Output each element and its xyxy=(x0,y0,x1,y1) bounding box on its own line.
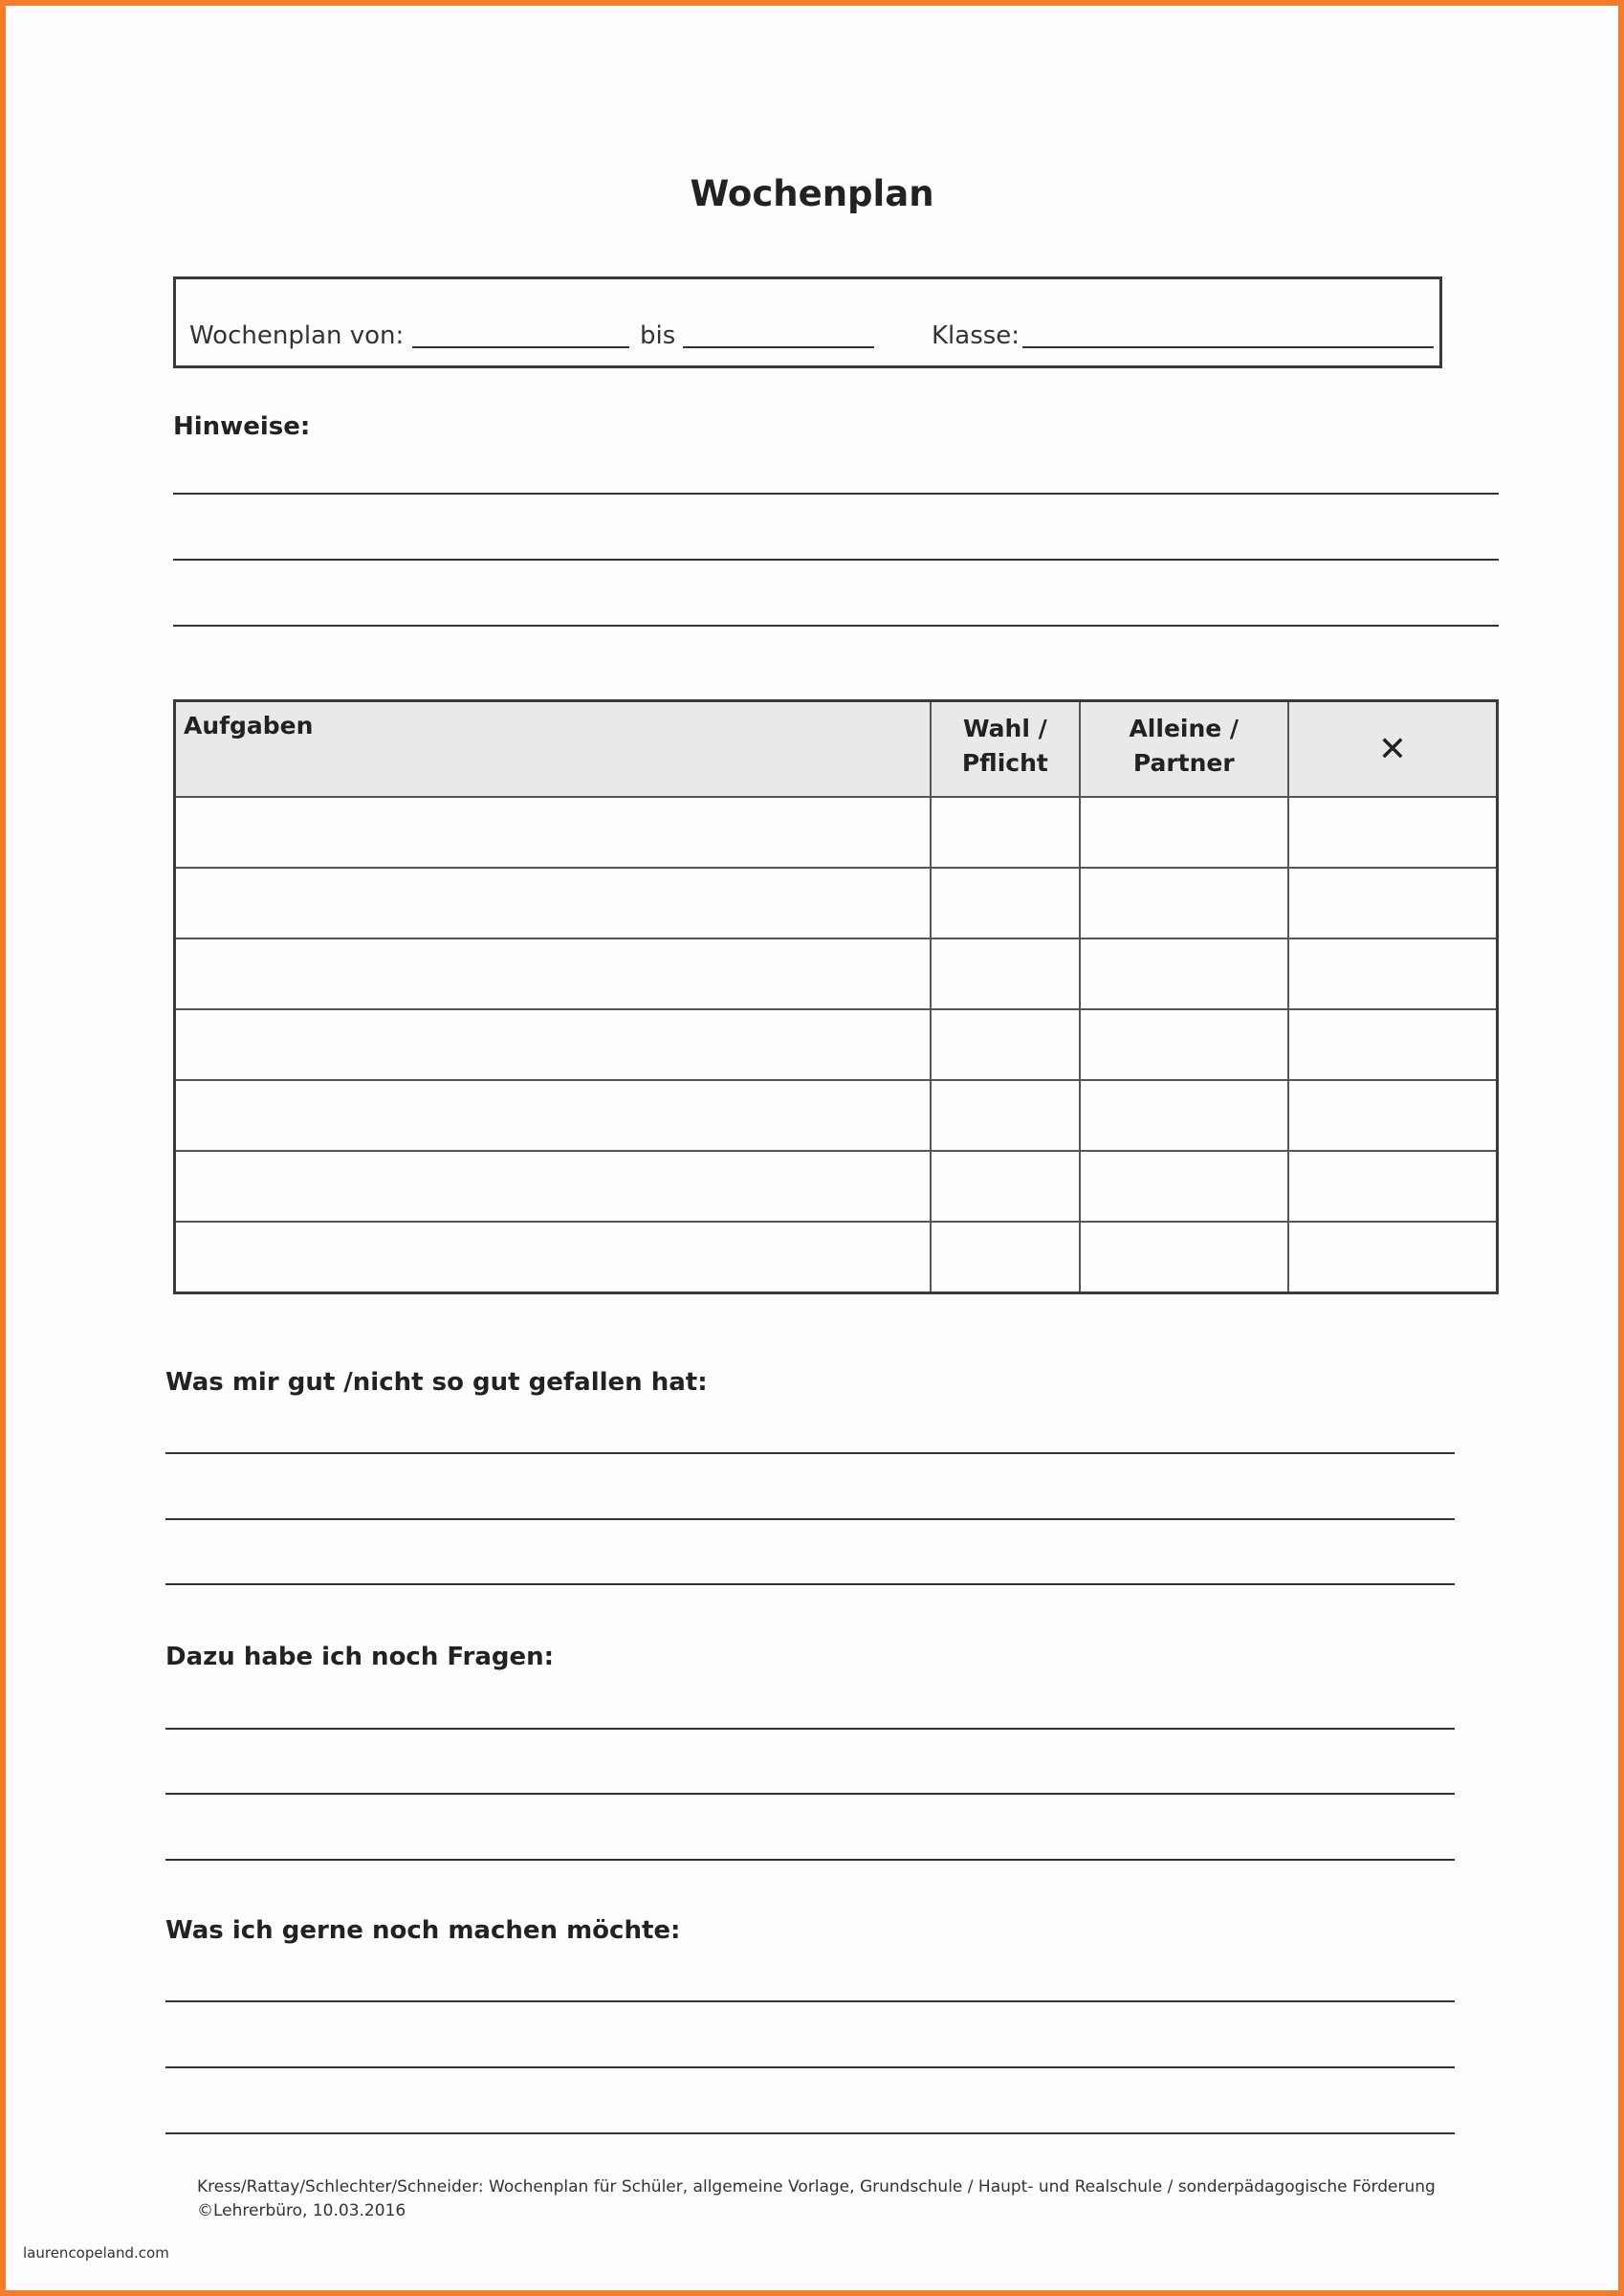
alleine-cell[interactable] xyxy=(1080,1009,1288,1080)
wahl-cell[interactable] xyxy=(931,797,1079,868)
done-cell[interactable] xyxy=(1288,1080,1498,1151)
fragen-line-3[interactable] xyxy=(165,1859,1455,1861)
wahl-cell[interactable] xyxy=(931,1009,1079,1080)
table-row xyxy=(175,1222,1498,1293)
alleine-cell[interactable] xyxy=(1080,1151,1288,1222)
alleine-cell[interactable] xyxy=(1080,1222,1288,1293)
hinweise-line-2[interactable] xyxy=(173,559,1499,561)
klasse-field-line[interactable] xyxy=(1022,346,1434,348)
table-header-row xyxy=(175,701,1498,798)
task-table xyxy=(173,699,1499,1294)
table-row xyxy=(175,868,1498,938)
task-cell[interactable] xyxy=(175,868,932,938)
von-field-line[interactable] xyxy=(412,346,629,348)
wahl-cell[interactable] xyxy=(931,938,1079,1009)
fragen-line-2[interactable] xyxy=(165,1793,1455,1795)
header-box xyxy=(173,276,1442,368)
alleine-cell[interactable] xyxy=(1080,938,1288,1009)
footer-citation xyxy=(197,2175,1436,2223)
gefallen-line-2[interactable] xyxy=(165,1518,1455,1520)
watermark: laurencopeland.com xyxy=(23,2244,169,2262)
done-cell[interactable] xyxy=(1288,1222,1498,1293)
done-cell[interactable] xyxy=(1288,1151,1498,1222)
footer-line-2: ©Lehrerbüro, 10.03.2016 xyxy=(197,2201,406,2220)
machen-line-1[interactable] xyxy=(165,2000,1455,2002)
done-cell[interactable] xyxy=(1288,1009,1498,1080)
alleine-cell[interactable] xyxy=(1080,1080,1288,1151)
done-cell[interactable] xyxy=(1288,938,1498,1009)
machen-line-3[interactable] xyxy=(165,2132,1455,2134)
col-done-x-icon: ✕ xyxy=(1288,701,1498,798)
table-row xyxy=(175,1080,1498,1151)
document-page xyxy=(6,6,1618,2290)
col-alleine-line2: Partner xyxy=(1132,749,1235,777)
task-cell[interactable] xyxy=(175,797,932,868)
wahl-cell[interactable] xyxy=(931,1222,1079,1293)
page-title: Wochenplan xyxy=(690,173,934,214)
machen-line-2[interactable] xyxy=(165,2066,1455,2068)
gefallen-line-1[interactable] xyxy=(165,1452,1455,1454)
col-wahl-line1: Wahl / xyxy=(962,715,1047,742)
von-label: Wochenplan von: xyxy=(189,321,405,350)
footer-line-1: Kress/Rattay/Schlechter/Schneider: Wochenplan für Schüler, allgemeine Vorlage, Grundschule / Haupt- und Realschule / sonderpädagogische Förderung xyxy=(197,2177,1436,2197)
done-cell[interactable] xyxy=(1288,868,1498,938)
col-alleine-line1: Alleine / xyxy=(1129,715,1240,742)
col-aufgaben: Aufgaben xyxy=(175,701,932,798)
gefallen-line-3[interactable] xyxy=(165,1583,1455,1585)
hinweise-label: Hinweise: xyxy=(173,412,311,441)
hinweise-line-1[interactable] xyxy=(173,493,1499,495)
table-row xyxy=(175,938,1498,1009)
col-wahl-line2: Pflicht xyxy=(961,749,1048,777)
task-cell[interactable] xyxy=(175,1222,932,1293)
alleine-cell[interactable] xyxy=(1080,868,1288,938)
klasse-label: Klasse: xyxy=(932,321,1020,350)
table-row xyxy=(175,1151,1498,1222)
wahl-cell[interactable] xyxy=(931,1080,1079,1151)
fragen-line-1[interactable] xyxy=(165,1728,1455,1730)
bis-label: bis xyxy=(640,321,676,350)
table-row xyxy=(175,1009,1498,1080)
task-cell[interactable] xyxy=(175,1009,932,1080)
col-wahl-pflicht xyxy=(931,701,1079,798)
done-cell[interactable] xyxy=(1288,797,1498,868)
task-cell[interactable] xyxy=(175,1080,932,1151)
hinweise-line-3[interactable] xyxy=(173,625,1499,627)
bis-field-line[interactable] xyxy=(683,346,874,348)
col-alleine-partner xyxy=(1080,701,1288,798)
wahl-cell[interactable] xyxy=(931,1151,1079,1222)
wahl-cell[interactable] xyxy=(931,868,1079,938)
machen-label: Was ich gerne noch machen möchte: xyxy=(165,1916,681,1945)
fragen-label: Dazu habe ich noch Fragen: xyxy=(165,1643,555,1671)
table-row xyxy=(175,797,1498,868)
task-cell[interactable] xyxy=(175,938,932,1009)
task-cell[interactable] xyxy=(175,1151,932,1222)
gefallen-label: Was mir gut /nicht so gut gefallen hat: xyxy=(165,1368,708,1397)
alleine-cell[interactable] xyxy=(1080,797,1288,868)
